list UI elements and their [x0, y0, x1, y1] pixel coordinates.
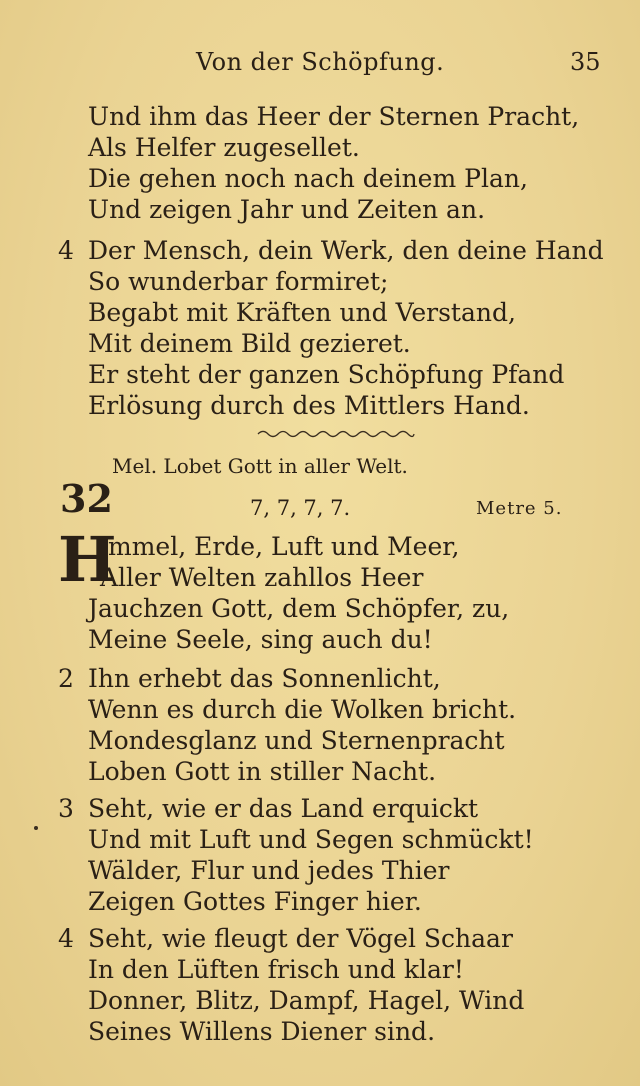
verse-line: Und ihm das Heer der Sternen Pracht,: [88, 102, 580, 131]
verse-line: Wälder, Flur und jedes Thier: [88, 856, 450, 885]
verse-line: Loben Gott in stiller Nacht.: [88, 757, 437, 786]
verse-line: Mondesglanz und Sternenpracht: [88, 726, 505, 755]
verse-line: Mit deinem Bild gezieret.: [88, 329, 411, 358]
verse-line: Als Helfer zugesellet.: [88, 133, 360, 162]
verse-number: 4: [58, 924, 74, 953]
section-divider-ornament: [256, 428, 416, 440]
verse-line: Begabt mit Kräften und Verstand,: [88, 298, 516, 327]
verse-line: So wunderbar formiret;: [88, 267, 389, 296]
hymn-number: 32: [60, 476, 113, 521]
verse-line: immel, Erde, Luft und Meer,: [100, 532, 460, 561]
verse-line: Und zeigen Jahr und Zeiten an.: [88, 195, 486, 224]
verse-line: Wenn es durch die Wolken bricht.: [88, 695, 517, 724]
melody-line: Mel. Lobet Gott in aller Welt.: [112, 454, 408, 478]
verse-line: Aller Welten zahllos Heer: [100, 563, 424, 592]
metre-label: Metre 5.: [476, 498, 563, 519]
verse-line: Der Mensch, dein Werk, den deine Hand: [88, 236, 604, 265]
verse-line: Zeigen Gottes Finger hier.: [88, 887, 422, 916]
running-title: Von der Schöpfung.: [196, 48, 445, 76]
verse-line: Seines Willens Diener sind.: [88, 1017, 436, 1046]
verse-line: Donner, Blitz, Dampf, Hagel, Wind: [88, 986, 525, 1015]
verse-number: 2: [58, 664, 74, 693]
verse-line: Und mit Luft und Segen schmückt!: [88, 825, 534, 854]
paper-speck: [34, 826, 38, 830]
verse-line: Die gehen noch nach deinem Plan,: [88, 164, 528, 193]
verse-number: 3: [58, 794, 74, 823]
verse-line: Jauchzen Gott, dem Schöpfer, zu,: [88, 594, 510, 623]
verse-line: Er steht der ganzen Schöpfung Pfand: [88, 360, 565, 389]
verse-line: Erlösung durch des Mittlers Hand.: [88, 391, 530, 420]
verse-line: Ihn erhebt das Sonnenlicht,: [88, 664, 441, 693]
verse-line: Seht, wie er das Land erquickt: [88, 794, 479, 823]
verse-number: 4: [58, 236, 74, 265]
meter-indicator: 7, 7, 7, 7.: [250, 496, 351, 520]
drop-cap: H: [58, 523, 117, 596]
verse-line: Meine Seele, sing auch du!: [88, 625, 433, 654]
page-header: [0, 48, 640, 82]
verse-line: Seht, wie fleugt der Vögel Schaar: [88, 924, 513, 953]
page-number: 35: [570, 48, 601, 76]
verse-line: In den Lüften frisch und klar!: [88, 955, 464, 984]
